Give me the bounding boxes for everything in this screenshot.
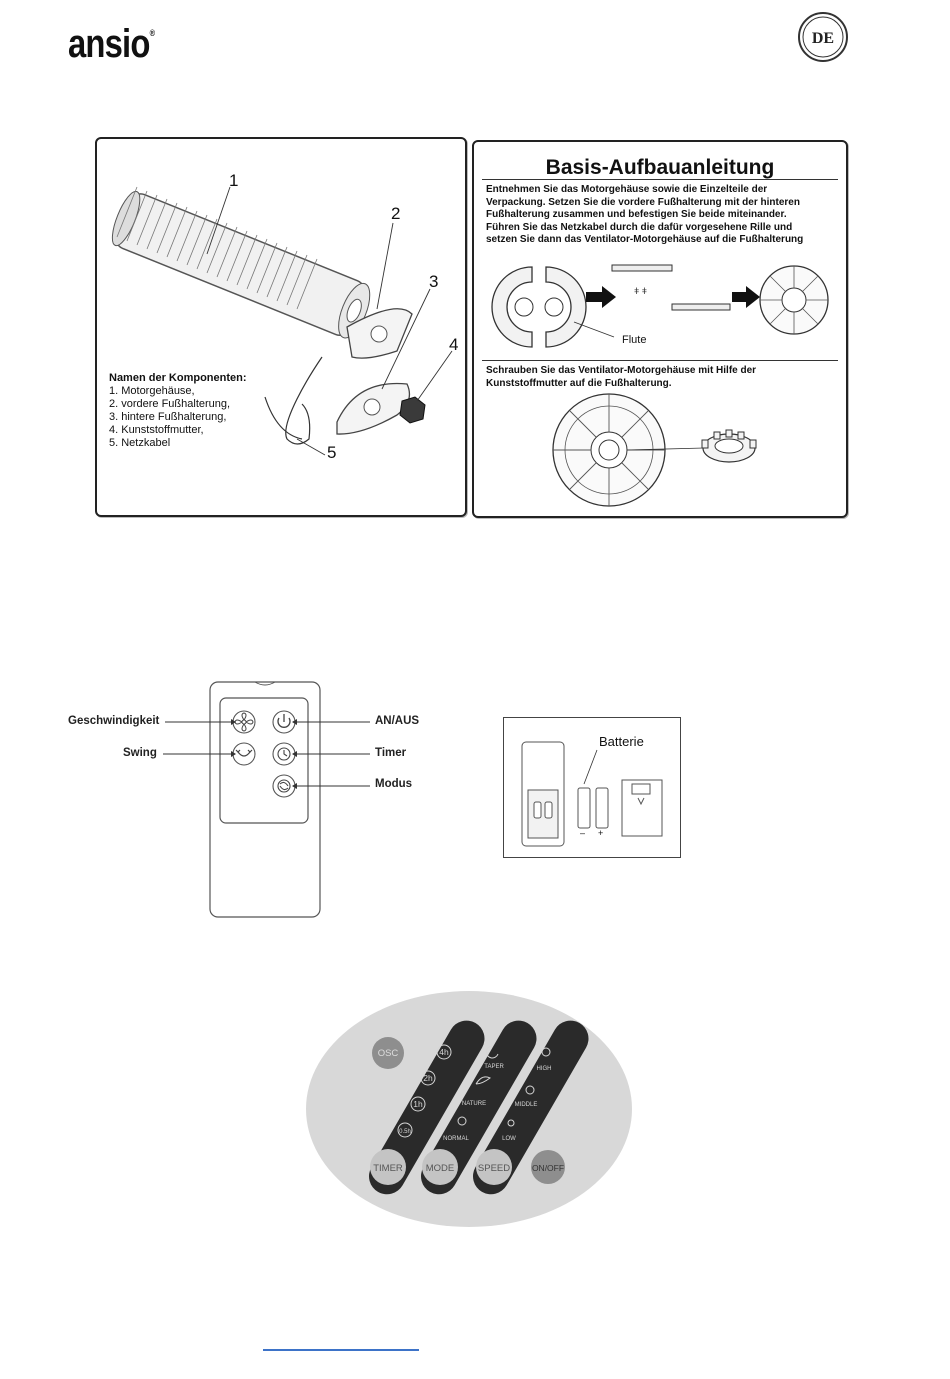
language-badge bbox=[796, 10, 850, 64]
timer-button-text: TIMER bbox=[373, 1163, 403, 1174]
mode-taper: TAPER bbox=[484, 1064, 504, 1070]
component-item: 5. Netzkabel bbox=[109, 437, 171, 449]
speed-low: LOW bbox=[502, 1136, 516, 1142]
onoff-button-text: ON/OFF bbox=[531, 1163, 565, 1173]
battery-plus: + bbox=[598, 828, 604, 838]
component-item: 1. Motorgehäuse, bbox=[109, 385, 195, 397]
component-item: 3. hintere Fußhalterung, bbox=[109, 411, 227, 423]
svg-text:ǂ ǂ: ǂ ǂ bbox=[634, 286, 648, 296]
battery-minus: – bbox=[580, 828, 586, 838]
title-divider bbox=[482, 179, 838, 180]
speed-button-text: SPEED bbox=[477, 1163, 511, 1174]
speed-label: Geschwindigkeit bbox=[68, 715, 160, 727]
speed-middle: MIDDLE bbox=[514, 1102, 538, 1108]
assembly-step-2-illustration bbox=[474, 390, 846, 510]
mode-normal: NORMAL bbox=[443, 1136, 469, 1142]
step-2-line: Kunststoffmutter auf die Fußhalterung. bbox=[486, 377, 672, 389]
timer-label: Timer bbox=[375, 747, 407, 759]
callout-4: 4 bbox=[449, 335, 459, 354]
step-2-line: Schrauben Sie das Ventilator-Motorgehäuse mit Hilfe der bbox=[486, 365, 757, 376]
power-cord-shape bbox=[286, 357, 322, 444]
step-1-line: Verpackung. Setzen Sie die vordere Fußhalterung mit der hinteren bbox=[486, 196, 800, 208]
battery-illustration bbox=[504, 718, 680, 857]
callout-1: 1 bbox=[229, 171, 239, 190]
speed-button bbox=[233, 711, 255, 733]
step-1-line: setzen Sie dann das Ventilator-Motorgehäuse auf die Fußhalterung bbox=[486, 234, 804, 245]
assembly-panel bbox=[472, 140, 848, 518]
nut-drawing bbox=[702, 430, 756, 462]
timer-4h: 4h bbox=[439, 1047, 449, 1057]
osc-text: OSC bbox=[377, 1048, 399, 1059]
flute-label: Flute bbox=[622, 334, 647, 346]
power-label: AN/AUS bbox=[375, 715, 420, 727]
plastic-nut-shape bbox=[400, 397, 425, 423]
swing-button bbox=[233, 743, 255, 765]
step-1-line: Entnehmen Sie das Motorgehäuse sowie die Einzelteile der bbox=[486, 184, 768, 195]
mode-nature: NATURE bbox=[461, 1101, 487, 1107]
assembly-step-2 bbox=[486, 365, 836, 390]
brand-logo bbox=[68, 22, 154, 67]
speed-high: HIGH bbox=[536, 1066, 552, 1072]
timer-1h: 1h bbox=[413, 1099, 423, 1109]
mode-button bbox=[273, 775, 295, 797]
assembly-title: Basis-Aufbauanleitung bbox=[545, 156, 775, 179]
rear-foot-holder-shape bbox=[337, 383, 409, 434]
timer-05h: 0.5h bbox=[399, 1129, 411, 1135]
swing-label: Swing bbox=[123, 747, 157, 759]
callout-5: 5 bbox=[327, 443, 337, 462]
component-item: 2. vordere Fußhalterung, bbox=[109, 398, 231, 410]
battery-label: Batterie bbox=[599, 734, 644, 749]
callout-2: 2 bbox=[391, 204, 401, 223]
step-1-line: Führen Sie das Netzkabel durch die dafür vorgesehene Rille und bbox=[486, 221, 793, 233]
mode-label: Modus bbox=[375, 778, 413, 790]
assembly-step-1-illustration bbox=[474, 252, 846, 362]
battery-diagram bbox=[503, 717, 681, 858]
control-panel-diagram bbox=[304, 990, 634, 1230]
brand-registered-mark: ® bbox=[149, 28, 155, 38]
component-item: 4. Kunststoffmutter, bbox=[109, 424, 204, 436]
timer-2h: 2h bbox=[423, 1073, 433, 1083]
components-panel bbox=[95, 137, 467, 517]
assembly-step-1 bbox=[486, 184, 836, 247]
remote-control-diagram bbox=[0, 670, 470, 930]
components-title: Namen der Komponenten: bbox=[109, 372, 247, 384]
step-1-line: Fußhalterung zusammen und befestigen Sie beide miteinander. bbox=[486, 209, 787, 220]
footer-link-underline[interactable] bbox=[263, 1349, 419, 1351]
callout-3: 3 bbox=[429, 272, 439, 291]
language-badge-text: DE bbox=[811, 30, 835, 47]
mode-button-text: MODE bbox=[425, 1163, 455, 1174]
brand-name: ansio bbox=[68, 22, 150, 66]
fan-exploded-illustration bbox=[97, 139, 465, 515]
step-divider bbox=[482, 360, 838, 361]
